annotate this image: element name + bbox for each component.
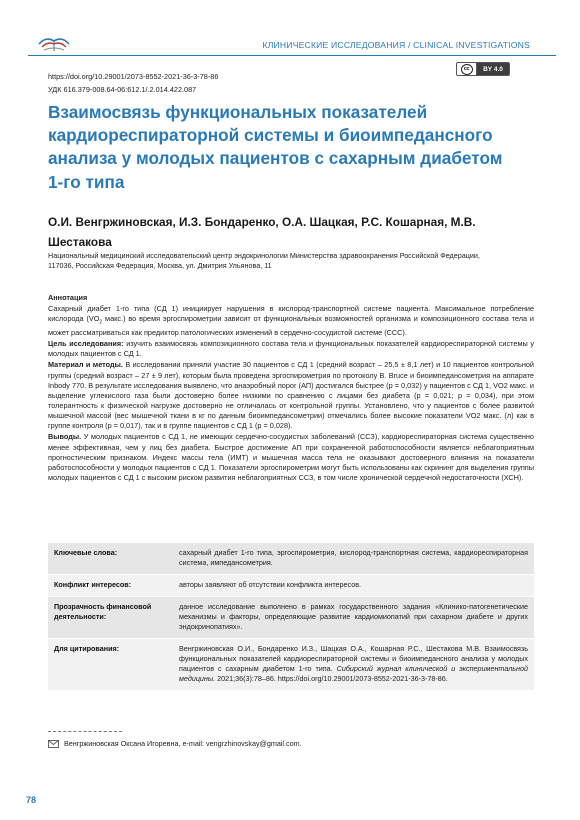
- corresponding-author: [48, 739, 302, 748]
- journal-logo-icon: [36, 30, 72, 54]
- corresponding-author-text: Венгржиновская Оксана Игоревна, e-mail: vengrzhinovskay@gmail.com.: [64, 739, 302, 748]
- page-number: 78: [26, 795, 37, 805]
- license-badge[interactable]: [456, 62, 510, 76]
- abstract-intro: Сахарный диабет 1-го типа (СД 1) инициирует нарушения в кислород-транспортной системе пациента. Максимальное потребление кислорода ($VO_2$ макс.) во время эргоспирометрии зависит от функциональных возможностей организма и композиционного состава тела и может рассматриваться как предиктор патологических изменений в сердечно-сосудистой системе (ССС).: [48, 304, 534, 337]
- license-label: BY 4.0: [477, 63, 509, 75]
- meta-row-keywords: Ключевые слова: сахарный диабет 1-го типа, эргоспирометрия, кислород-транспортная система, кардиореспираторная система, импедансометрия.: [48, 542, 534, 574]
- udk-code: УДК 616.379-008.64-06:612.1/.2.014.422.087: [48, 85, 197, 94]
- meta-row-funding: Прозрачность финансовой деятельности: данное исследование выполнено в рамках государственного задания «Клинико-патогенетические механизмы и факторы, определяющие развитие кардиомиопатий при сахарном диабете и других эндокринопатиях».: [48, 596, 534, 638]
- abstract: [48, 293, 534, 484]
- abstract-aim: Цель исследования: изучить взаимосвязь композиционного состава тела и функциональных показателей кардиореспираторной системы у молодых пациентов с СД 1.: [48, 339, 534, 359]
- header-rule: [28, 55, 556, 56]
- authors: О.И. Венгржиновская, И.З. Бондаренко, О.А. Шацкая, Р.С. Кошарная, М.В. Шестакова: [48, 215, 476, 249]
- affiliation: [48, 251, 532, 271]
- article-title: Взаимосвязь функциональных показателей кардиореспираторной системы и биоимпедансного анализа у молодых пациентов с сахарным диабетом 1-го типа: [48, 102, 503, 192]
- affiliation-address: 117036, Российская Федерация, Москва, ул. Дмитрия Ульянова, 11: [48, 261, 272, 270]
- footnote-divider: [48, 731, 122, 732]
- meta-row-conflict: Конфликт интересов: авторы заявляют об отсутствии конфликта интересов.: [48, 574, 534, 596]
- cc-icon: cc: [457, 63, 477, 75]
- envelope-icon: [48, 740, 59, 748]
- abstract-methods: Материал и методы. В исследовании приняли участие 30 пациентов с СД 1 (средний возраст – 25,5 ± 8,1 лет) и 10 пациентов контрольной группы (средний возраст – 27 ± 9 лет), которым была проведена эргоспирометрия по протоколу В. Bruce и биоимпедансометрия на аппарате Inbody 770. В результате исследования выявлено, что анаэробный порог (АП) достигался быстрее (p = 0,032) у пациентов с СД 1, VO2 макс. и выделение углекислого газа были достоверно более низкими по сравнению с лицами без диабета (p = 0,021; p = 0,034), при этом толерантность к физической нагрузке достоверно не отличалась от контрольной группы. Установлено, что у пациентов с более развитой мышечной массой (вес мышечной ткани в кг по данным биоимпедансометрии) отмечались более высокие показатели VO2 макс. (л) как в группе контроля (p = 0,017), так и в группе пациентов с СД 1 (p = 0,028).: [48, 360, 534, 431]
- abstract-conclusions: Выводы. У молодых пациентов с СД 1, не имеющих сердечно-сосудистых заболеваний (ССЗ), кардиореспираторная система существенно менее эффективная, чем у лиц без диабета. Быстрое достижение АП при сохраненной работоспособности является неблагоприятным прогностическим признаком. Индекс массы тела (ИМТ) и мышечная масса тела не оказывают достоверного влияния на показатели работоспособности у молодых пациентов с СД 1. Показатели эргоспирометрии могут быть использованы как скрининг для выделения группы молодых пациентов с СД 1 с высоким риском развития неблагоприятных ССЗ, в том числе хронической сердечной недостаточности (ХСН).: [48, 432, 534, 483]
- meta-row-citation: Для цитирования: Венгржиновская О.И., Бондаренко И.З., Шацкая О.А., Кошарная Р.С., Шестакова М.В. Взаимосвязь функциональных показателей кардиореспираторной системы и биоимпедансного анализа у молодых пациентов с сахарным диабетом 1-го типа. Сибирский журнал клинической и экспериментальной медицины. 2021;36(3):78–86. https://doi.org/10.29001/2073-8552-2021-36-3-78-86.: [48, 638, 534, 690]
- page-header: [26, 28, 554, 56]
- journal-section-title: КЛИНИЧЕСКИЕ ИССЛЕДОВАНИЯ / CLINICAL INVESTIGATIONS: [262, 40, 530, 50]
- abstract-heading: Аннотация: [48, 293, 88, 302]
- article-meta-table: [48, 542, 534, 690]
- affiliation-org: Национальный медицинский исследовательский центр эндокринологии Министерства здравоохранения Российской Федерации,: [48, 251, 480, 260]
- doi-link[interactable]: https://doi.org/10.29001/2073-8552-2021-36-3-78-86: [48, 72, 219, 81]
